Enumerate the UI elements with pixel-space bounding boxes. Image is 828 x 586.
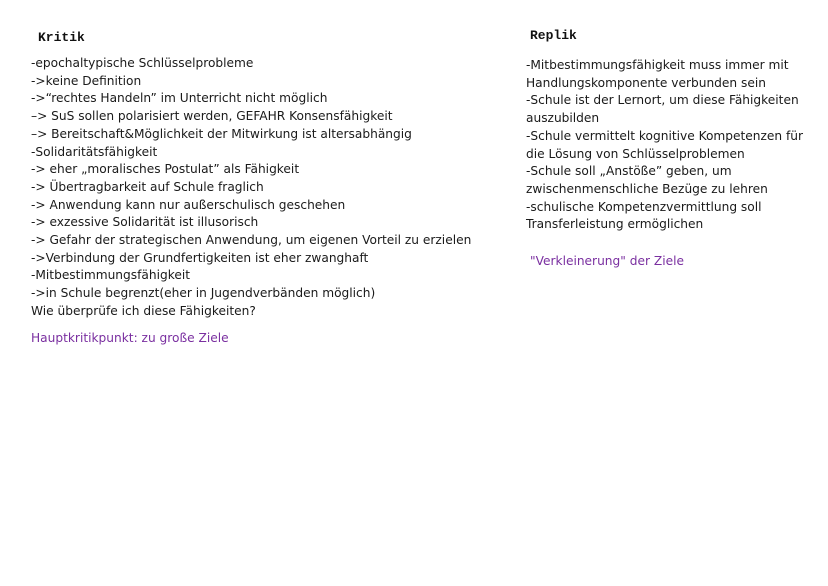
kritik-summary: Hauptkritikpunkt: zu große Ziele [31, 330, 229, 345]
kritik-line: -Solidaritätsfähigkeit [31, 144, 158, 159]
kritik-line: ->keine Definition [31, 73, 142, 88]
replik-line: die Lösung von Schlüsselproblemen [526, 146, 745, 161]
kritik-line: -> Anwendung kann nur außerschulisch geschehen [31, 197, 346, 212]
kritik-line: ->in Schule begrenzt(eher in Jugendverbänden möglich) [31, 286, 376, 301]
kritik-line: -> exzessive Solidarität ist illusorisch [31, 215, 259, 230]
replik-line: -Schule ist der Lernort, um diese Fähigkeiten [526, 93, 799, 108]
replik-line: -schulische Kompetenzvermittlung soll [526, 199, 762, 214]
replik-line: -Schule vermittelt kognitive Kompetenzen für [526, 128, 804, 143]
replik-column [526, 28, 816, 268]
replik-summary: "Verkleinerung" der Ziele [530, 254, 684, 269]
kritik-line: Wie überprüfe ich diese Fähigkeiten? [31, 303, 256, 318]
kritik-line: -> Übertragbarkeit auf Schule fraglich [31, 179, 264, 194]
kritik-line: ->“rechtes Handeln” im Unterricht nicht möglich [31, 91, 328, 106]
replik-heading: Replik [530, 28, 577, 43]
kritik-line: -epochaltypische Schlüsselprobleme [31, 56, 254, 70]
kritik-list [31, 55, 501, 321]
kritik-line: -> eher „moralisches Postulat” als Fähigkeit [31, 162, 300, 177]
replik-line: auszubilden [526, 111, 600, 126]
kritik-line: -> Gefahr der strategischen Anwendung, um eigenen Vorteil zu erzielen [31, 233, 472, 248]
replik-line: -Schule soll „Anstöße” geben, um [526, 164, 732, 179]
kritik-line: -Mitbestimmungsfähigkeit [31, 268, 190, 283]
kritik-line: –> SuS sollen polarisiert werden, GEFAHR Konsensfähigkeit [31, 109, 393, 124]
kritik-line: –> Bereitschaft&Möglichkeit der Mitwirkung ist altersabhängig [31, 126, 412, 141]
kritik-heading: Kritik [38, 30, 85, 45]
replik-line: -Mitbestimmungsfähigkeit muss immer mit [526, 58, 789, 72]
kritik-column [31, 30, 501, 345]
replik-list [526, 57, 816, 234]
replik-line: zwischenmenschliche Bezüge zu lehren [526, 181, 768, 196]
replik-line: Transferleistung ermöglichen [526, 217, 704, 232]
replik-line: Handlungskomponente verbunden sein [526, 75, 766, 90]
kritik-line: ->Verbindung der Grundfertigkeiten ist eher zwanghaft [31, 250, 369, 265]
